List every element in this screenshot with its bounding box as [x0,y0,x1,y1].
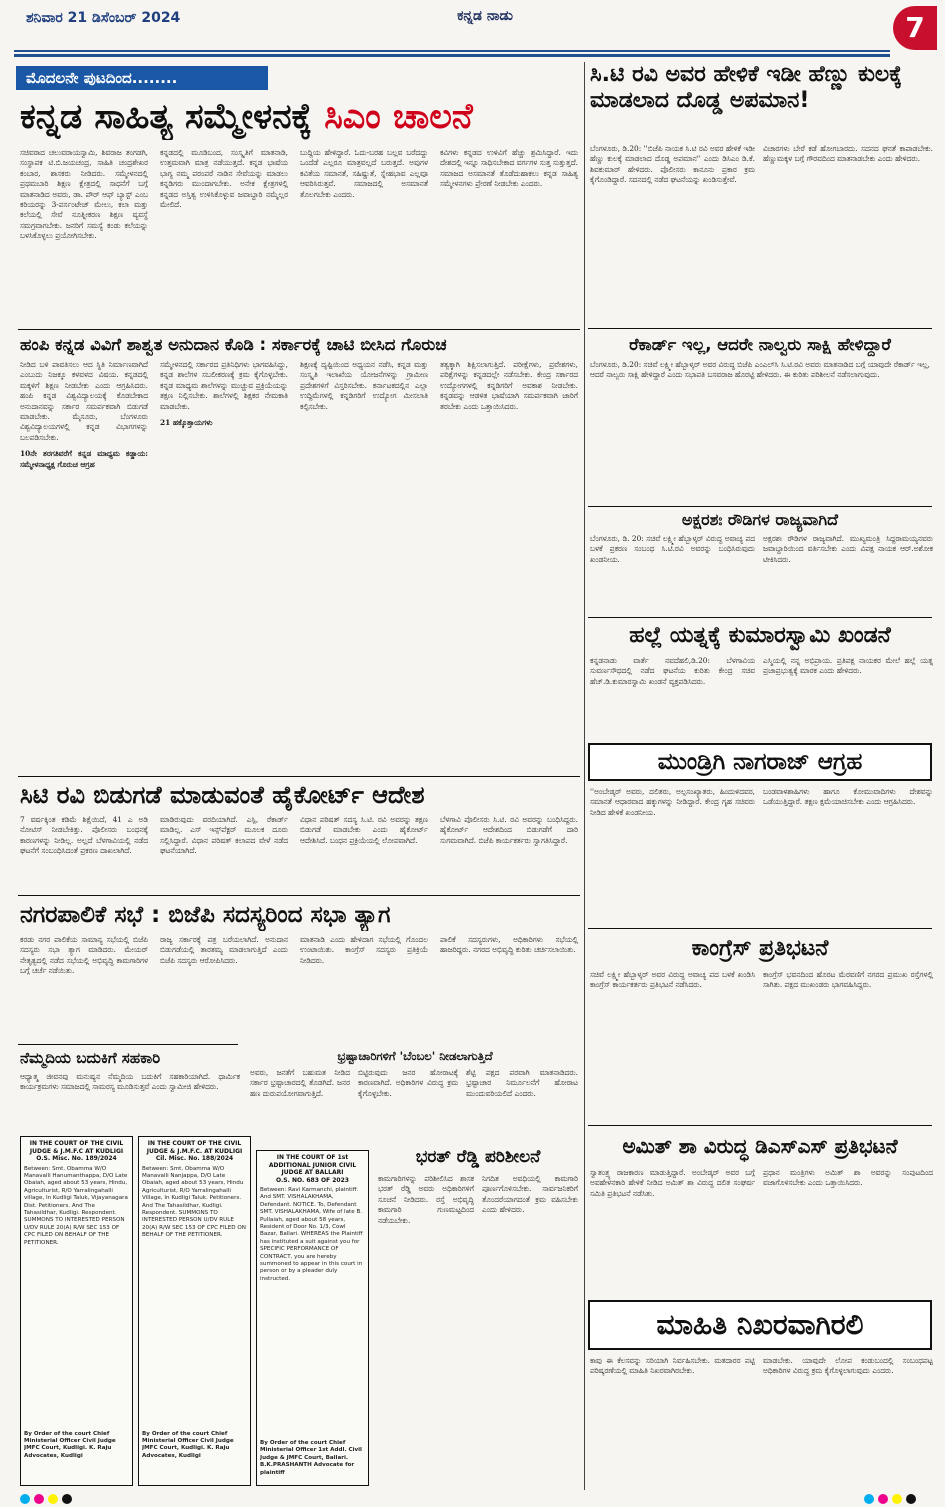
mahiti-col-1: ಕಾವು ಈ ಕೆಲಸವನ್ನು ಸರಿಯಾಗಿ ನಿರ್ವಹಿಸಬೇಕು. ಮತದಾರರ ಪಟ್ಟಿ ಪರಿಷ್ಕರಣೆಯಲ್ಲಿ ಮಾಹಿತಿ ನಿಖರವಾಗಿರಬೇಕು. [590,1356,755,1376]
congress-headline: ಕಾಂಗ್ರೆಸ್ ಪ್ರತಿಭಟನೆ [691,936,829,961]
congress-col-2: ಕಾಂಗ್ರೆಸ್ ಭವನದಿಂದ ಹೊರಟ ಮೆರವಣಿಗೆ ನಗರದ ಪ್ರಮುಖ ರಸ್ತೆಗಳಲ್ಲಿ ಸಾಗಿತು. ಪಕ್ಷದ ಮುಖಂಡರು ಭಾಗವಹಿಸಿದ್ದರು. [763,970,933,990]
sammelana-col-2: ಕನ್ನಡದಲ್ಲಿ ಮೂಡಿಬಂದ, ಸಂಸ್ಕೃತಿಗೆ ಮಾತನಾಡಿ, ಉತ್ತಮವಾಗಿ ಮಾತ್ರ ನಡೆಯುತ್ತದೆ. ಕನ್ನಡ ಭಾಷೆಯ ಭಾಗ್ಯ ನಮ್ಮ ಪರಂಪರೆ ನಾಡಿನ ಸೇವೆಯನ್ನು ಮಾಡಲು ಕನ್ನಡಿಗರು ಮುಂದಾಗಬೇಕು. ಅನೇಕ ಕ್ಷೇತ್ರಗಳಲ್ಲಿ ಕನ್ನಡದ ಅಸ್ತಿತ್ವ ಉಳಿಸಿಕೊಳ್ಳುವ ಜವಾಬ್ದಾರಿ ನಮ್ಮೆಲ್ಲರ ಮೇಲಿದೆ. [160,148,288,210]
ctravi-hc-col-1: 7 ವರ್ಷಕ್ಕಿಂತ ಕಡಿಮೆ ಶಿಕ್ಷೆಯಿದೆ, 41 ಎ ಅಡಿ ನೋಟಿಸ್ ನೀಡಬೇಕಿತ್ತು. ಪೊಲೀಸರು ಬಂಧನಕ್ಕೆ ಕಾರಣಗಳನ್ನು ನೀಡಿಲ್ಲ. ಅಲ್ಲದೆ ಬೆಳಗಾವಿಯಲ್ಲಿ ನಡೆದ ಘಟನೆಗೆ ಸಂಬಂಧಿಸಿದಂತೆ ಪ್ರಕರಣ ದಾಖಲಾಗಿದೆ. [20,815,148,856]
page-header [0,0,945,62]
amit-col-2: ಪ್ರಧಾನ ಮಂತ್ರಿಗಳು ಅಮಿತ್ ಶಾ ಅವರನ್ನು ಸಂಪುಟದಿಂದ ವಜಾಗೊಳಿಸಬೇಕು ಎಂದು ಒತ್ತಾಯಿಸಿದರು. [763,1168,933,1188]
bharath-headline: ಭರತ್ ರೆಡ್ಡಿ ಪರಿಶೀಲನೆ [415,1147,541,1167]
divider [588,328,932,329]
sammelana-col-4: ಕವಿಗಳು ಕನ್ನಡದ ಉಳಿವಿಗೆ ಹೆಚ್ಚು ಶ್ರಮಿಸಿದ್ದಾರೆ. ಇದು ದೇಶದಲ್ಲಿ ಇನ್ನೂ ಸಾಧಿಸಬೇಕಾದ ವರ್ಗಗಳ ಸುತ್ತ ಸುತ್ತುತ್ತದೆ. ಸಮಾಜದ ಅಸಮಾನತೆ ತೊಡೆದುಹಾಕಲು ಕನ್ನಡ ಸಾಹಿತ್ಯ ಸಮ್ಮೇಳನಗಳು ಪ್ರೇರಣೆ ನೀಡಬೇಕು ಎಂದರು. [440,148,578,189]
divider [588,506,932,507]
akshara-headline: ಅಕ್ಷರಶಃ ರೌಡಿಗಳ ರಾಜ್ಯವಾಗಿದೆ [681,510,839,529]
magenta-dot-icon [34,1494,44,1504]
mahiti-headline: ಮಾಹಿತಿ ನಿಖರವಾಗಿರಲಿ [588,1300,932,1350]
sammelana-headline-accent: ಸಿಎಂ ಚಾಲನೆ [324,97,473,137]
halle-headline: ಹಲ್ಲೆ ಯತ್ನಕ್ಕೆ ಕುಮಾರಸ್ವಾಮಿ ಖಂಡನೆ [629,623,891,648]
ctravi-hc-col-3: ವಿಧಾನ ಪರಿಷತ್ ಸದಸ್ಯ ಸಿ.ಟಿ. ರವಿ ಅವರನ್ನು ತಕ್ಷಣ ಬಿಡುಗಡೆ ಮಾಡಬೇಕು ಎಂದು ಹೈಕೋರ್ಟ್ ಆದೇಶಿಸಿದೆ. ಬಂಧನ ಪ್ರಕ್ರಿಯೆಯಲ್ಲಿ ಲೋಪವಾಗಿದೆ. [300,815,428,845]
yellow-dot-icon [48,1494,58,1504]
akshara-col-2: ಅಕ್ಷರಶಃ ರೌಡಿಗಳ ರಾಜ್ಯವಾಗಿದೆ. ಮುಖ್ಯಮಂತ್ರಿ ಸಿದ್ದರಾಮಯ್ಯನವರು ಜವಾಬ್ದಾರಿಯಿಂದ ವರ್ತಿಸಬೇಕು ಎಂದು ವಿಪಕ್ಷ ನಾಯಕ ಆರ್.ಅಶೋಕ ಟೀಕಿಸಿದರು. [763,534,933,564]
court-notice-case: Cil. Misc. No. 188/2024 [155,1155,234,1162]
ravi-heli-headline: ಸಿ.ಟಿ ರವಿ ಅವರ ಹೇಳಿಕೆ ಇಡೀ ಹೆಣ್ಣು ಕುಲಕ್ಕೆ ಮಾಡಲಾದ ದೊಡ್ಡ ಅಪಮಾನ! [590,62,903,113]
court-notice-body: Between: Smt. Obamma W/O Manavalli Nanjappa, D/O Late Obaiah, aged about 53 years, Hindu Agriculturist, R/O Yarralingahalli Village, In Kudligi Taluk. Petitioners. And The Tahasildhar, Kudligi. Respondent. SUMMONS TO INTERESTED PERSON U/DV RULE 20(A) R/W SEC 153 OF CPC FILED ON BEHALF OF THE PETITIONER. [142,1165,246,1239]
corruption-col-2: ಬಿಟ್ಟಿರುವುದು ಜನರ ಹೋರಾಟಕ್ಕೆ ಕಾರಣವಾಗಿದೆ. ಅಧಿಕಾರಿಗಳ ವಿರುದ್ಧ ಕ್ರಮ ಕೈಗೊಳ್ಳಬೇಕು. [358,1068,458,1098]
hampi-col-3: ಶಿಕ್ಷಣಕ್ಕೆ ದೃಷ್ಟಿಯಿಂದ ಅಧ್ಯಯನ ನಡೆಸಿ, ಕನ್ನಡ ಮತ್ತು ಸಂಸ್ಕೃತಿ ಇಲಾಖೆಯ ಯೋಜನೆಗಳನ್ನು ಗ್ರಾಮೀಣ ಪ್ರದೇಶಗಳಿಗೆ ವಿಸ್ತರಿಸಬೇಕು. ಕರ್ನಾಟಕದಲ್ಲಿನ ಎಲ್ಲಾ ಉದ್ದಿಮೆಗಳಲ್ಲಿ ಕನ್ನಡಿಗರಿಗೆ ಉದ್ಯೋಗ ಮೀಸಲಾತಿ ಕಲ್ಪಿಸಬೇಕು. [300,360,428,411]
hampi-headline: ಹಂಪಿ ಕನ್ನಡ ವಿವಿಗೆ ಶಾಶ್ವತ ಅನುದಾನ ಕೊಡಿ : ಸರ್ಕಾರಕ್ಕೆ ಚಾಟಿ ಬೀಸಿದ ಗೊರುಚ [20,335,447,354]
mahiti-col-2: ಮಾಡಬೇಕು. ಯಾವುದೇ ಲೋಪ ಕಂಡುಬಂದಲ್ಲಿ ಸಂಬಂಧಪಟ್ಟ ಅಧಿಕಾರಿಗಳ ವಿರುದ್ಧ ಕ್ರಮ ಕೈಗೊಳ್ಳಲಾಗುವುದು ಎಂದರು. [763,1356,933,1376]
hampi-col-1 [20,360,148,752]
ravi-heli-col-2: ವಿಚಾರಗಳು ಬೇರೆ ಕಡೆ ಹೋಗಬಾರದು. ಸದನದ ಘನತೆ ಕಾಪಾಡಬೇಕು. ಹೆಣ್ಣುಮಕ್ಕಳ ಬಗ್ಗೆ ಗೌರವದಿಂದ ಮಾತನಾಡಬೇಕು ಎಂದು ಹೇಳಿದರು. [763,144,933,164]
court-notice-body: Between: Ravi Karmanchi, plaintiff. And SMT. VISHALAKHAMA, Defendant. NOTICE. To, Defendant SMT. VISHALAKHAMA, Wife of late B. Pullaiah, aged about 58 years, Resident of Door No. 1/3, Cowl Bazar, Ballari. WHEREAS the Plaintiff has instituted a suit against you for SPECIFIC PERFORMANCE OF CONTRACT, you are hereby summoned to appear in this court in person or by a pleader duly instructed. [260,1187,363,1282]
ctravi-hc-headline: ಸಿಟಿ ರವಿ ಬಿಡುಗಡೆ ಮಾಡುವಂತೆ ಹೈಕೋರ್ಟ್ ಆದೇಶ [20,781,425,809]
corruption-headline: ಭ್ರಷ್ಟಾಚಾರಿಗಳಿಗೆ 'ಬೆಂಬಲ' ನೀಡಲಾಗುತ್ತಿದೆ [337,1049,493,1063]
halle-col-2: ಎಸ್ಮಿಯಲ್ಲಿ ನನ್ನ ಅಭಿಪ್ರಾಯ. ಪ್ರತಿಪಕ್ಷ ನಾಯಕರ ಮೇಲೆ ಹಲ್ಲೆ ಯತ್ನ ಪ್ರಜಾಪ್ರಭುತ್ವಕ್ಕೆ ಮಾರಕ ಎಂದು ಹೇಳಿದರು. [763,656,933,676]
hampi-subhead-1: 21 ಹಕ್ಕೊತ್ತಾಯಗಳು [160,418,213,428]
ctravi-hc-col-2: ಮಾಡಿರುವುದು ವರದಿಯಾಗಿದೆ. ಎಸ್ಪಿ, ರೆಕಾರ್ಡ್ ಮಾಡಿಲ್ಲ. ಎಸ್ ಇನ್ಸ್‌ಪೆಕ್ಟರ್ ಮೂಲಕ ದೂರು ಸಲ್ಲಿಸಿದ್ದಾರೆ. ವಿಧಾನ ಪರಿಷತ್ ಕಲಾಪದ ವೇಳೆ ನಡೆದ ಘಟನೆಯಾಗಿದೆ. [160,815,288,856]
court-notice-footer: By Order of the court Chief Ministerial Officer 1st Addl. Civil Judge & JMFC Court, Ballari. B.K.PRASHANTH Advocate for plaintiff [260,1440,362,1476]
hampi-col-1-text: ನೀಡಿದ ಬಳಿ ಪಾವತಿಸಲು ಆದ ಸ್ಥಿತಿ ನಿರ್ಮಾಣವಾಗಿದೆ ಎಂಬುದು ನಿಜಕ್ಕೂ ಕಳವಳದ ವಿಷಯ. ಕನ್ನಡದಲ್ಲಿ ಮಕ್ಕಳಿಗೆ ಶಿಕ್ಷಣ ನೀಡಬೇಕು ಎಂದು ಆಗ್ರಹಿಸಿದರು. ಹಂಪಿ ಕನ್ನಡ ವಿಶ್ವವಿದ್ಯಾಲಯಕ್ಕೆ ಕೊಡಬೇಕಾದ ಅನುದಾನವನ್ನು ಸರ್ಕಾರ ಸಮರ್ಪಕವಾಗಿ ಬಿಡುಗಡೆ ಮಾಡಬೇಕು. ಮೈಸೂರು, ಬೆಂಗಳೂರು ವಿಶ್ವವಿದ್ಯಾಲಯಗಳಲ್ಲಿ ಕನ್ನಡ ವಿಭಾಗಗಳನ್ನು ಬಲಪಡಿಸಬೇಕು. [20,360,148,442]
court-notice-1 [20,1136,133,1486]
sammelana-col-3: ಬುದ್ದಿಯ ಹೇಳಿದ್ದಾರೆ. ಓದು-ಬರಹ ಬಲ್ಲವ ಬರೆದದ್ದು ಒಂದೆಡೆ ಎಲ್ಲರೂ ಮಾತ್ರವಲ್ಲದೆ ಬರುತ್ತದೆ. ಅವುಗಳ ಕವಿತೆಯ ಸಮಾನತೆ, ಸಹಿಷ್ಣುತೆ, ಸ್ನೇಹಭಾವ ಎಲ್ಲವೂ ಆವರಿಸಿರುತ್ತವೆ. ಸಮಾಜದಲ್ಲಿ ಅಸಮಾನತೆ ತೊಲಗಬೇಕು ಎಂದರು. [300,148,428,199]
ravi-heli-col-1: ಬೆಂಗಳೂರು, ಡಿ.20: ''ಬಿಜೆಪಿ ನಾಯಕ ಸಿ.ಟಿ ರವಿ ಅವರ ಹೇಳಿಕೆ ಇಡೀ ಹೆಣ್ಣು ಕುಲಕ್ಕೆ ಮಾಡಲಾದ ದೊಡ್ಡ ಅಪಮಾನ'' ಎಂದು ಡಿಸಿಎಂ ಡಿ.ಕೆ. ಶಿವಕುಮಾರ್ ಹೇಳಿದರು. ಪೊಲೀಸರು ಕಾನೂನು ಪ್ರಕಾರ ಕ್ರಮ ಕೈಗೊಂಡಿದ್ದಾರೆ. ಸದನದಲ್ಲಿ ನಡೆದ ಘಟನೆಯನ್ನು ಖಂಡಿಸುತ್ತೇವೆ. [590,144,755,185]
yellow-dot-icon [892,1494,902,1504]
sammelana-col-1: ಸಚಿವರಾದ ಚಲುವರಾಯಸ್ವಾಮಿ, ಶಿವರಾಜ ತಂಗಡಗಿ, ಸಂಸ್ಥಾಪಕ ಟಿ.ಬಿ.ಜಯಚಂದ್ರ, ಸಾಹಿತಿ ಚಂದ್ರಶೇಖರ ಕಂಬಾರ, ಶಾಸಕರು ನೀಡಿದರು. ಸಮ್ಮೇಳನದಲ್ಲಿ ಪ್ರಥಮಬಾರಿ ಶಿಕ್ಷಣ ಕ್ಷೇತ್ರದಲ್ಲಿ ಸಾಧನೆಗೆ ಬಗ್ಗೆ ಮಾತನಾಡಿದ ಅವರು, ಡಾ. ಪೌರ್ ಆಫ್ ಬ್ಯಾಸ್ಟ್ ಎಂಬ ಕರಿಯರನ್ನು 3-ಪರ್ಸಂಟೇಜ್ ಮೇಲು, ಕಲಾ ಮತ್ತು ಕಲೆಯಲ್ಲಿ ಸೇವೆ ನೂತ್ನೀಕರಣ ಶಿಕ್ಷಣ ವ್ಯವಸ್ಥೆ ಸಮಗ್ರವಾಗಬೇಕು. ಜನರಿಗೆ ಸಮಸ್ಯೆ ಕಂಡು ಕಲೆಯನ್ನು ಬಳಸಿಕೊಳ್ಳಲು ಪ್ರಯೋಗಿಸಬೇಕು. [20,148,148,241]
sammelana-headline [20,94,580,140]
divider [588,1125,932,1126]
newspaper-masthead: ಕನ್ನಡ ನಾಡು [457,8,513,24]
amit-headline: ಅಮಿತ್ ಶಾ ವಿರುದ್ಧ ಡಿಎಸ್‌ಎಸ್ ಪ್ರತಿಭಟನೆ [622,1134,898,1158]
akshara-col-1: ಬೆಂಗಳೂರು, ಡಿ. 20: ಸಚಿವೆ ಲಕ್ಷ್ಮೀ ಹೆಬ್ಬಾಳ್ಕರ್ ವಿರುದ್ಧ ಅವಾಚ್ಯ ಪದ ಬಳಕೆ ಪ್ರಕರಣ ಸಂಬಂಧ ಸಿ.ಟಿ.ರವಿ ಅವರನ್ನು ಬಂಧಿಸಿರುವುದು ಖಂಡನೀಯ. [590,534,755,564]
hampi-col-2-text: ಸಮ್ಮೇಳನದಲ್ಲಿ ಸರ್ಕಾರದ ಪ್ರತಿನಿಧಿಗಳು ಭಾಗವಹಿಸಿದ್ದು, ಕನ್ನಡ ಶಾಲೆಗಳ ಸಬಲೀಕರಣಕ್ಕೆ ಕ್ರಮ ಕೈಗೊಳ್ಳಬೇಕು. ಕನ್ನಡ ಮಾಧ್ಯಮ ಶಾಲೆಗಳನ್ನು ಮುಚ್ಚುವ ಪ್ರಕ್ರಿಯೆಯನ್ನು ತಕ್ಷಣ ನಿಲ್ಲಿಸಬೇಕು. ಶಾಲೆಗಳಲ್ಲಿ ಶಿಕ್ಷಕರ ನೇಮಕಾತಿ ಮಾಡಬೇಕು. [160,360,288,411]
section-tag: ಮೊದಲನೇ ಪುಟದಿಂದ........ [16,66,268,90]
hampi-subhead-2: 10ನೇ ತರಗತಿವರೆಗೆ ಕನ್ನಡ ಮಾಧ್ಯಮ ಕಡ್ಡಾಯ: ಸಮ್ಮೇಳನಾಧ್ಯಕ್ಷ ಗೊರುಚ ಆಗ್ರಹ [20,449,148,469]
corruption-col-1: ಅವರು, ಜನತೆಗೆ ಬಹುಮತ ನೀಡಿದ ಸರ್ಕಾರ ಭ್ರಷ್ಟಾಚಾರದಲ್ಲಿ ತೊಡಗಿದೆ. ಜನರ ಹಣ ದುರುಪಯೋಗವಾಗುತ್ತಿದೆ. [250,1068,350,1098]
header-rule [14,50,890,52]
hampi-col-4: ತತ್ವಕ್ಕಾಗಿ ಶಿಕ್ಷಿಸಲಾಗುತ್ತಿದೆ. ಪರೀಕ್ಷೆಗಳು, ಪ್ರವೇಶಗಳು, ಪರಿಕ್ಷೆಗಳನ್ನು ಕನ್ನಡದಲ್ಲೇ ನಡೆಸಬೇಕು. ಕೇಂದ್ರ ಸರ್ಕಾರದ ಉದ್ಯೋಗಗಳಲ್ಲಿ ಕನ್ನಡಿಗರಿಗೆ ಅವಕಾಶ ನೀಡಬೇಕು. ಕನ್ನಡವನ್ನು ಆಡಳಿತ ಭಾಷೆಯಾಗಿ ಸಮರ್ಪಕವಾಗಿ ಜಾರಿಗೆ ತರಬೇಕು ಎಂದು ಒತ್ತಾಯಿಸಿದರು. [440,360,578,411]
ctravi-hc-col-4: ಬೆಳಗಾವಿ ಪೊಲೀಸರು ಸಿ.ಟಿ. ರವಿ ಅವರನ್ನು ಬಂಧಿಸಿದ್ದರು. ಹೈಕೋರ್ಟ್ ಆದೇಶದಿಂದ ಬಿಡುಗಡೆಗೆ ದಾರಿ ಸುಗಮವಾಗಿದೆ. ಬಿಜೆಪಿ ಕಾರ್ಯಕರ್ತರು ಸ್ವಾಗತಿಸಿದ್ದಾರೆ. [440,815,578,845]
halle-col-1: ಕನ್ನಡನಾಡು ವಾರ್ತೆ ನವದೆಹಲಿ,ಡಿ.20: ಬೆಳಗಾವಿಯ ಸುವರ್ಣಸೌಧದಲ್ಲಿ ನಡೆದ ಘಟನೆಯ ಕುರಿತು ಕೇಂದ್ರ ಸಚಿವ ಹೆಚ್.ಡಿ.ಕುಮಾರಸ್ವಾಮಿ ಖಂಡನೆ ವ್ಯಕ್ತಪಡಿಸಿದರು. [590,656,755,686]
cyan-dot-icon [864,1494,874,1504]
court-notice-body: Between: Smt. Obamma W/O Manavalli Hanumanthappa, D/O Late Obaiah, aged about 53 years, Hindu, Agriculturist, R/O Yarralingahalli village, In Kudligi Taluk, Vijayanagara Dist. Petitioners. And The Tahasildhar, Kudligi. Respondent. SUMMONS TO INTERESTED PERSON U/DV RULE 20(A) R/W SEC 153 OF CPC FILED ON BEHALF OF THE PETITIONER. [24,1165,128,1246]
mundargi-headline: ಮುಂಡ್ರಿಗಿ ನಾಗರಾಜ್ ಆಗ್ರಹ [588,743,932,781]
nemmadi-body: ಆಧ್ಯಾತ್ಮ ಜೀವನವು ಮನುಷ್ಯನ ನೆಮ್ಮದಿಯ ಬದುಕಿಗೆ ಸಹಕಾರಿಯಾಗಿದೆ. ಧಾರ್ಮಿಕ ಕಾರ್ಯಕ್ರಮಗಳು ಸಮಾಜದಲ್ಲಿ ಸಾಮರಸ್ಯ ಮೂಡಿಸುತ್ತವೆ ಎಂದು ಸ್ವಾಮೀಜಿ ಹೇಳಿದರು. [20,1072,240,1092]
divider [18,895,580,896]
column-separator [584,62,585,1490]
record-headline: ರೆಕಾರ್ಡ್ ಇಲ್ಲ, ಆದರೇ ನಾಲ್ವರು ಸಾಕ್ಷಿ ಹೇಳಿದ್ದಾರೆ [629,335,891,354]
court-notice-case: O.S. NO. 683 OF 2023 [276,1176,349,1184]
court-notice-title: IN THE COURT OF 1st ADDITIONAL JUNIOR CIVIL JUDGE AT BALLARI [268,1154,357,1176]
black-dot-icon [906,1494,916,1504]
record-body: ಬೆಂಗಳೂರು, ಡಿ.20: ಸಚಿವೆ ಲಕ್ಷ್ಮೀ ಹೆಬ್ಬಾಳ್ಕರ್ ಅವರ ವಿರುದ್ಧ ಬಿಜೆಪಿ ಎಂಎಲ್‌ಸಿ ಸಿ.ಟಿ.ರವಿ ಅವರು ಮಾತನಾಡಿದ ಬಗ್ಗೆ ಯಾವುದೇ ರೆಕಾರ್ಡ್ ಇಲ್ಲ, ಆದರೆ ನಾಲ್ವರು ಸಾಕ್ಷಿ ಹೇಳಿದ್ದಾರೆ ಎಂದು ಸಭಾಪತಿ ಬಸವರಾಜ ಹೊರಟ್ಟಿ ಹೇಳಿದರು. ಈ ಕುರಿತು ಪರಿಶೀಲನೆ ನಡೆಸಲಾಗುವುದು. [590,360,930,380]
magenta-dot-icon [878,1494,888,1504]
nagarapalike-col-2: ರಾಜ್ಯ ಸರ್ಕಾರಕ್ಕೆ ಪತ್ರ ಬರೆಯಲಾಗಿದೆ. ಅನುದಾನ ಬಿಡುಗಡೆಯಲ್ಲಿ ತಾರತಮ್ಯ ಮಾಡಲಾಗುತ್ತಿದೆ ಎಂದು ಬಿಜೆಪಿ ಸದಸ್ಯರು ಆರೋಪಿಸಿದರು. [160,935,288,965]
print-registration-bar [0,1492,945,1507]
header-rule-thick [14,54,890,57]
nagarapalike-col-1: ಕರಡು ನಗರ ಪಾಲಿಕೆಯ ಸಾಮಾನ್ಯ ಸಭೆಯಲ್ಲಿ ಬಿಜೆಪಿ ಸದಸ್ಯರು ಸಭಾ ತ್ಯಾಗ ಮಾಡಿದರು. ಮೇಯರ್ ನೇತೃತ್ವದಲ್ಲಿ ನಡೆದ ಸಭೆಯಲ್ಲಿ ಅಭಿವೃದ್ಧಿ ಕಾಮಗಾರಿಗಳ ಬಗ್ಗೆ ಚರ್ಚೆ ನಡೆಯಿತು. [20,935,148,976]
court-notice-footer: By Order of the court Chief Ministerial Officer Civil Judge JMFC Court, Kudligi. K. Raju Advocates, Kudligi [142,1430,234,1459]
court-notice-3 [256,1150,369,1486]
court-notice-title: IN THE COURT OF THE CIVIL JUDGE & J.M.F.C. AT KUDLIGI [146,1140,243,1155]
congress-col-1: ಸಚಿವೆ ಲಕ್ಷ್ಮೀ ಹೆಬ್ಬಾಳ್ಕರ್ ಅವರ ವಿರುದ್ಧ ಅವಾಚ್ಯ ಪದ ಬಳಕೆ ಖಂಡಿಸಿ ಕಾಂಗ್ರೆಸ್ ಕಾರ್ಯಕರ್ತರು ಪ್ರತಿಭಟನೆ ನಡೆಸಿದರು. [590,970,755,990]
divider [18,1044,238,1045]
court-notice-title: IN THE COURT OF THE CIVIL JUDGE & J.M.F.C AT KUDLIGI [29,1140,124,1155]
page-number: 7 [893,6,937,50]
court-notice-case: O.S. Misc. No. 189/2024 [36,1155,117,1162]
divider [588,928,932,929]
divider [588,617,932,618]
court-notice-2 [138,1136,251,1486]
issue-date: ಶನಿವಾರ 21 ಡಿಸೆಂಬರ್ 2024 [26,10,181,26]
divider [18,329,580,330]
bharath-col-2: ನಿಗದಿತ ಅವಧಿಯಲ್ಲಿ ಕಾಮಗಾರಿ ಪೂರ್ಣಗೊಳಿಸಬೇಕು. ಸಾರ್ವಜನಿಕರಿಗೆ ತೊಂದರೆಯಾಗದಂತೆ ಕ್ರಮ ವಹಿಸಬೇಕು ಎಂದು ಹೇಳಿದರು. [482,1174,578,1215]
amit-col-1: ಸ್ವಾತಂತ್ರ್ಯ ರಾಜಕಾರಣ ಮಾಡುತ್ತಿದ್ದಾರೆ. ಅಂಬೇಡ್ಕರ್ ಅವರ ಬಗ್ಗೆ ಅವಹೇಳನಕಾರಿ ಹೇಳಿಕೆ ನೀಡಿದ ಅಮಿತ್ ಶಾ ವಿರುದ್ಧ ದಲಿತ ಸಂಘರ್ಷ ಸಮಿತಿ ಪ್ರತಿಭಟನೆ ನಡೆಸಿತು. [590,1168,755,1198]
nagarapalike-col-4: ಪಾಲಿಕೆ ಸದಸ್ಯರುಗಳು, ಅಧಿಕಾರಿಗಳು ಸಭೆಯಲ್ಲಿ ಹಾಜರಿದ್ದರು. ನಗರದ ಅಭಿವೃದ್ಧಿ ಕುರಿತು ಚರ್ಚಿಸಲಾಯಿತು. [440,935,578,955]
mundargi-col-2: ಬಂಡವಾಳಶಾಹಿಗಳು ಹಾಗೂ ಕೋಮುವಾದಿಗಳು ದೇಶವನ್ನು ಒಡೆಯುತ್ತಿದ್ದಾರೆ. ತಕ್ಷಣ ಕ್ಷಮೆಯಾಚಿಸಬೇಕು ಎಂದು ಆಗ್ರಹಿಸಿದರು. [763,787,933,807]
nagarapalike-headline: ನಗರಪಾಲಿಕೆ ಸಭೆ : ಬಿಜೆಪಿ ಸದಸ್ಯರಿಂದ ಸಭಾ ತ್ಯಾಗ [20,902,391,928]
corruption-col-3: ಶೆಟ್ಟಿ ಪಕ್ಷದ ಪರವಾಗಿ ಮಾತನಾಡಿದರು. ಭ್ರಷ್ಟಾಚಾರ ನಿರ್ಮೂಲನೆಗೆ ಹೋರಾಟ ಮುಂದುವರಿಯಲಿದೆ ಎಂದರು. [466,1068,578,1098]
cyan-dot-icon [20,1494,30,1504]
sammelana-headline-main: ಕನ್ನಡ ಸಾಹಿತ್ಯ ಸಮ್ಮೇಳನಕ್ಕೆ [20,97,313,137]
bharath-col-1: ಕಾಮಗಾರಿಗಳನ್ನು ಪರಿಶೀಲಿಸಿದ ಶಾಸಕ ಭರತ್ ರೆಡ್ಡಿ ಅವರು ಅಧಿಕಾರಿಗಳಿಗೆ ಸೂಚನೆ ನೀಡಿದರು. ರಸ್ತೆ ಅಭಿವೃದ್ಧಿ ಕಾಮಗಾರಿ ಗುಣಮಟ್ಟದಿಂದ ನಡೆಯಬೇಕು. [378,1174,474,1225]
black-dot-icon [62,1494,72,1504]
nagarapalike-col-3: ಮಾತನಾಡಿ ಎಂದು ಹೇಳಿದಾಗ ಸಭೆಯಲ್ಲಿ ಗೊಂದಲ ಉಂಟಾಯಿತು. ಕಾಂಗ್ರೆಸ್ ಸದಸ್ಯರು ಪ್ರತಿಕ್ರಿಯೆ ನೀಡಿದರು. [300,935,428,965]
court-notice-footer: By Order of the court Chief Ministerial Officer Civil Judge JMFC Court, Kudligi. K. Raju Advocates, Kudligi [24,1430,116,1459]
nemmadi-headline: ನೆಮ್ಮದಿಯ ಬದುಕಿಗೆ ಸಹಕಾರಿ [20,1049,161,1067]
mundargi-col-1: ''ಅಂಬೇಡ್ಕರ್ ಅವರು, ದಲಿತರು, ಅಲ್ಪಸಂಖ್ಯಾತರು, ಹಿಂದುಳಿದವರ, ಸಮಾನತೆ ಆಧಾರವಾದ ಹಕ್ಕುಗಳನ್ನು ನೀಡಿದ್ದಾರೆ. ಕೇಂದ್ರ ಗೃಹ ಸಚಿವರು ನೀಡಿದ ಹೇಳಿಕೆ ಖಂಡನೀಯ. [590,787,755,817]
divider [18,776,580,777]
hampi-col-2 [160,360,288,752]
